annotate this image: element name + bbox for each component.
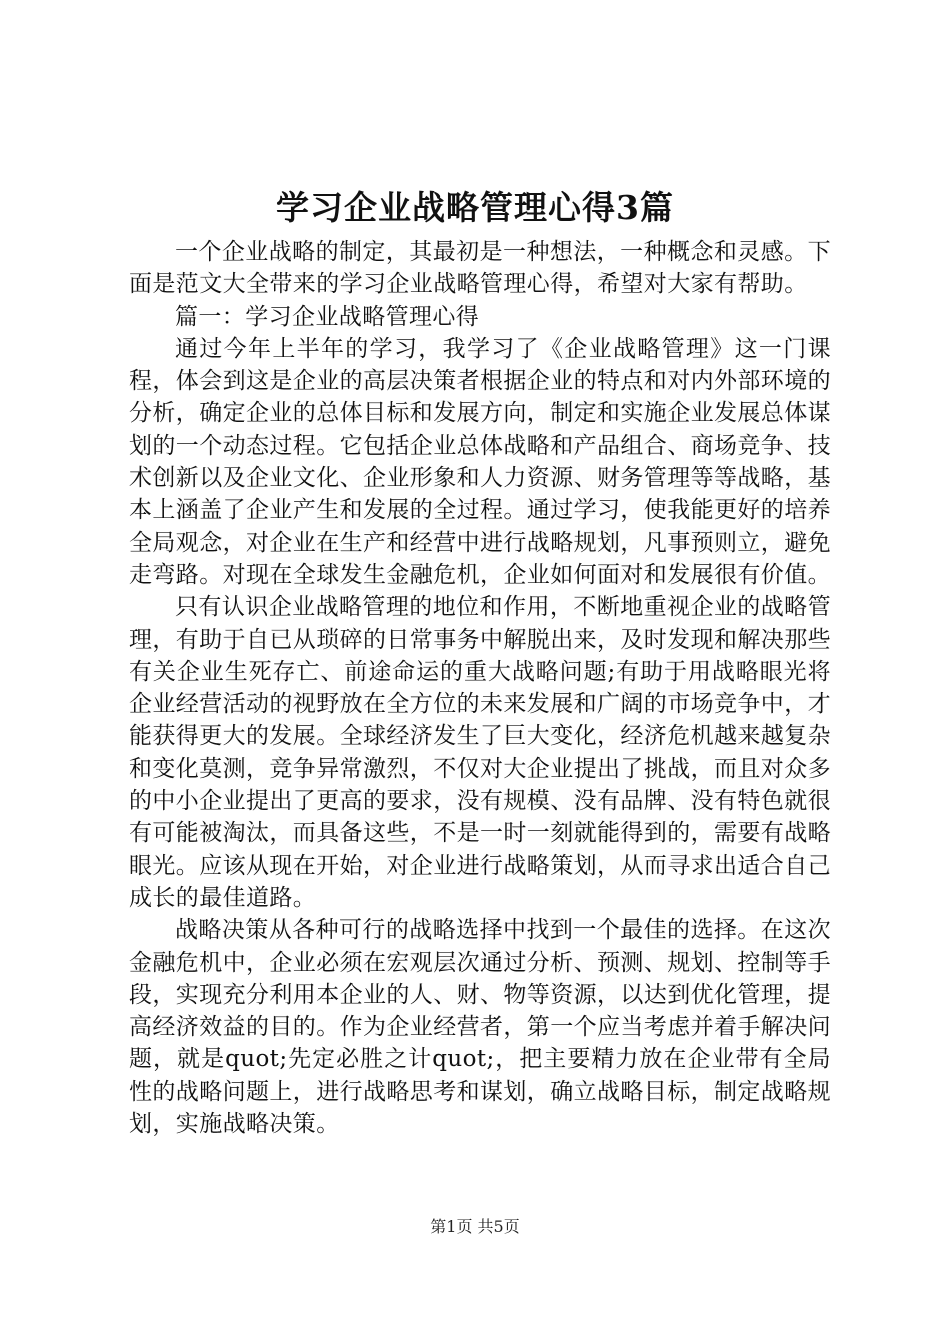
page-footer: 第1页 共5页: [430, 1217, 520, 1236]
paragraph-intro: 一个企业战略的制定，其最初是一种想法，一种概念和灵感。下面是范文大全带来的学习企业战略管理心得，希望对大家有帮助。: [129, 239, 831, 298]
document-body: [129, 236, 831, 1140]
paragraph: 通过今年上半年的学习，我学习了《企业战略管理》这一门课程，体会到这是企业的高层决策者根据企业的特点和对内外部环境的分析，确定企业的总体目标和发展方向，制定和实施企业发展总体谋划的一个动态过程。它包括企业总体战略和产品组合、商场竞争、技术创新以及企业文化、企业形象和人力资源、财务管理等等战略，基本上涵盖了企业产生和发展的全过程。通过学习，使我能更好的培养全局观念，对企业在生产和经营中进行战略规划，凡事预则立，避免走弯路。对现在全球发生金融危机，企业如何面对和发展很有价值。: [129, 335, 831, 588]
paragraph: 只有认识企业战略管理的地位和作用，不断地重视企业的战略管理，有助于自已从琐碎的日常事务中解脱出来，及时发现和解决那些有关企业生死存亡、前途命运的重大战略问题;有助于用战略眼光将企业经营活动的视野放在全方位的未来发展和广阔的市场竞争中，才能获得更大的发展。全球经济发生了巨大变化，经济危机越来越复杂和变化莫测，竞争异常激烈，不仅对大企业提出了挑战，而且对众多的中小企业提出了更高的要求，没有规模、没有品牌、没有特色就很有可能被淘汰，而具备这些，不是一时一刻就能得到的，需要有战略眼光。应该从现在开始，对企业进行战略策划，从而寻求出适合自己成长的最佳道路。: [129, 594, 831, 911]
paragraph: 战略决策从各种可行的战略选择中找到一个最佳的选择。在这次金融危机中，企业必须在宏观层次通过分析、预测、规划、控制等手段，实现充分利用本企业的人、财、物等资源，以达到优化管理，提高经济效益的目的。作为企业经营者，第一个应当考虑并着手解决问题，就是quot;先定必胜之计quot;，把主要精力放在企业带有全局性的战略问题上，进行战略思考和谋划，确立战略目标，制定战略规划，实施战略决策。: [129, 917, 831, 1138]
section-heading: 篇一：学习企业战略管理心得: [175, 303, 480, 330]
document-title: 学习企业战略管理心得3篇: [276, 188, 674, 227]
